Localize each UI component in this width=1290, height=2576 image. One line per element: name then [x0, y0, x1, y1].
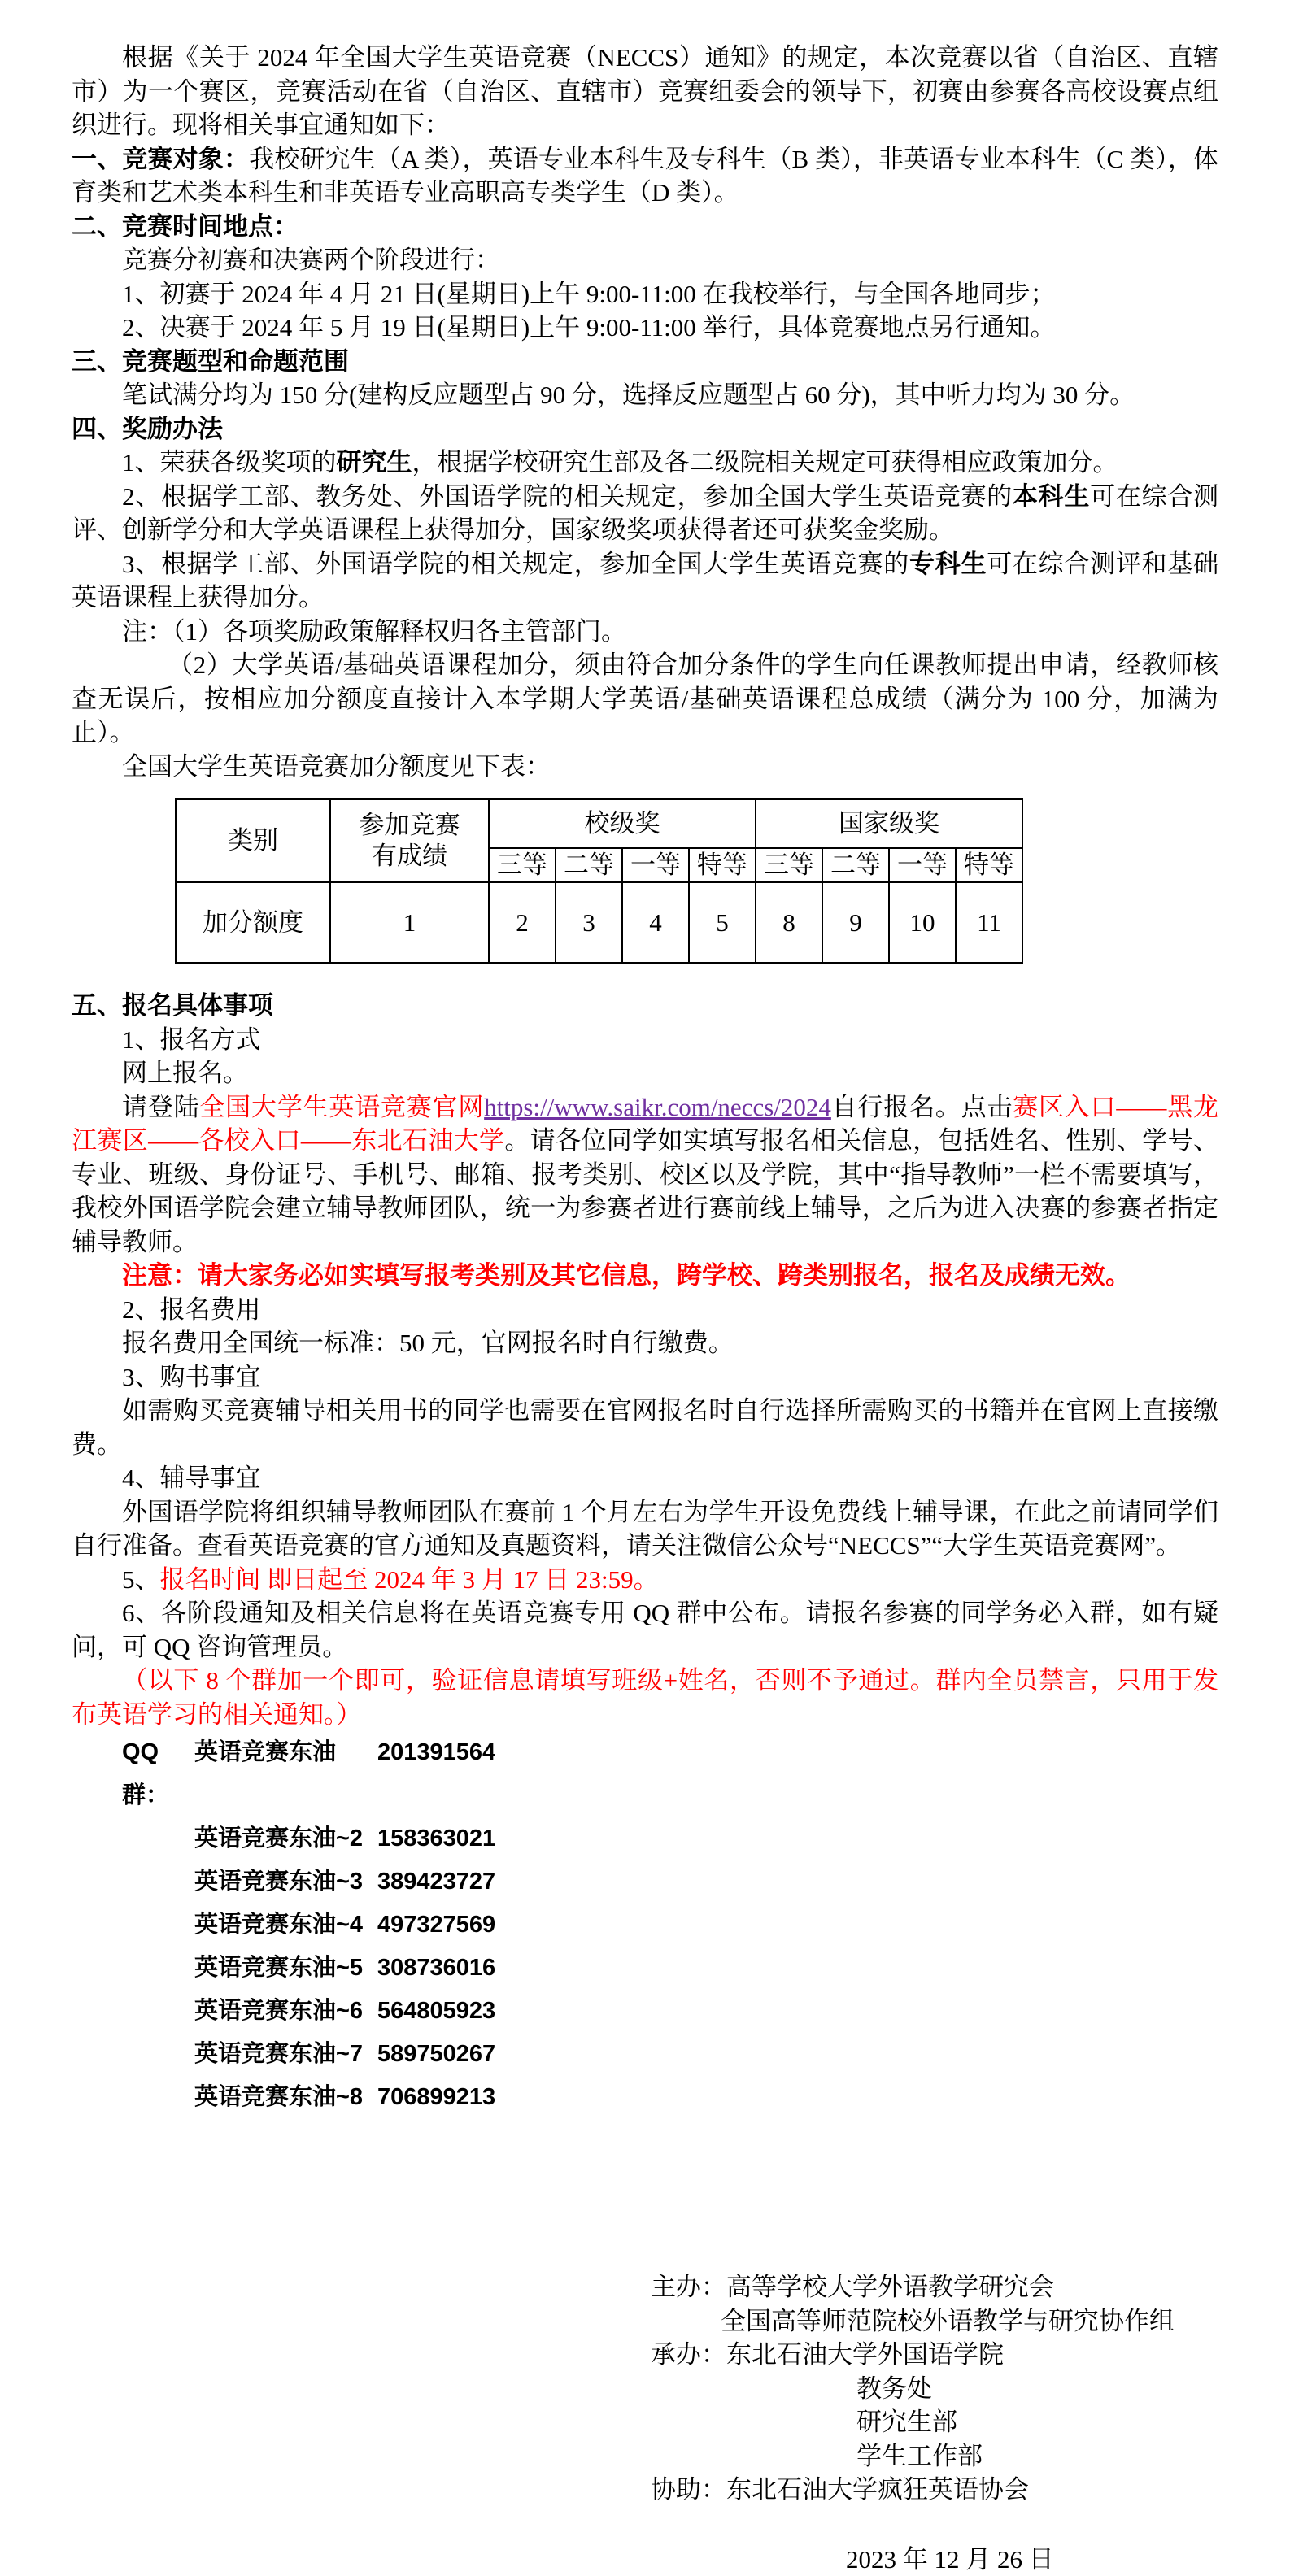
table-subheader: 二等 — [822, 848, 889, 882]
table-value: 9 — [822, 882, 889, 963]
qq-group-number: 564805923 — [377, 1990, 495, 2033]
intro-paragraph — [72, 41, 1218, 142]
section4-item2-bold: 本科生 — [1013, 482, 1090, 511]
table-header-participated — [330, 799, 489, 882]
section5-registration — [72, 1090, 1218, 1260]
qq-group-row — [122, 2076, 1218, 2119]
section5-coach: 外国语学院将组织辅导教师团队在赛前 1 个月左右为学生开设免费线上辅导课，在此之前请同学们自行准备。查看英语竞赛的官方通知及真题资料，请关注微信公众号“NECCS”“大学生英语竞赛网”。 — [72, 1495, 1218, 1563]
dept-line3: 学生工作部 — [651, 2439, 1218, 2474]
qq-group-number: 497327569 — [377, 1904, 495, 1947]
registration-mid: 自行报名。点击 — [831, 1093, 1013, 1121]
section4-item1-bold: 研究生 — [337, 448, 412, 476]
section4-note1: 注：（1）各项奖励政策解释权归各主管部门。 — [72, 615, 1218, 649]
table-value: 2 — [489, 882, 556, 963]
organizer-block — [651, 2270, 1218, 2507]
qq-group-row — [122, 2033, 1218, 2076]
participated-line2: 有成绩 — [372, 842, 447, 870]
qq-group-number: 201391564 — [377, 1731, 495, 1817]
host-line1 — [651, 2270, 1218, 2304]
organizer-line — [651, 2338, 1218, 2372]
qq-label-spacer — [122, 2033, 194, 2076]
section3-body: 笔试满分均为 150 分(建构反应题型占 90 分，选择反应题型占 60 分)，其中听力均为 30 分。 — [72, 378, 1218, 412]
qq-group-name: 英语竞赛东油 — [194, 1731, 377, 1817]
qq-group-row — [122, 1990, 1218, 2033]
section5-book: 如需购买竞赛辅导相关用书的同学也需要在官网报名时自行选择所需购买的书籍并在官网上直接缴费。 — [72, 1394, 1218, 1461]
section4-item3-bold: 专科生 — [909, 550, 987, 578]
section5-fee: 报名费用全国统一标准：50 元，官网报名时自行缴费。 — [72, 1326, 1218, 1360]
qq-group-row — [122, 1731, 1218, 1817]
table-value: 8 — [756, 882, 822, 963]
table-subheader: 特等 — [689, 848, 756, 882]
assist-label: 协助： — [651, 2475, 726, 2504]
table-subheader: 三等 — [756, 848, 822, 882]
table-subheader: 三等 — [489, 848, 556, 882]
section1-body: 我校研究生（A 类），英语专业本科生及专科生（B 类），非英语专业本科生（C 类），体育类和艺术类本科生和非英语专业高职高专类学生（D 类）。 — [72, 145, 1218, 207]
section5-item2-title: 2、报名费用 — [72, 1293, 1218, 1327]
qq-group-row — [122, 1947, 1218, 1990]
qq-group-name: 英语竞赛东油~6 — [194, 1990, 377, 2033]
intro-text: 根据《关于 2024 年全国大学生英语竞赛（NECCS）通知》的规定，本次竞赛以省（自治区、直辖市）为一个赛区，竞赛活动在省（自治区、直辖市）竞赛组委会的领导下，初赛由参赛各高校设赛点组织进行。现将相关事宜通知如下： — [72, 43, 1218, 139]
section4-item2-post: 可在综合测评、创新学分和大学英语课程上获得加分，国家级奖项获得者还可获奖金奖励。 — [72, 482, 1218, 545]
section2-heading: 二、竞赛时间地点： — [72, 210, 1218, 244]
section2-intro: 竞赛分初赛和决赛两个阶段进行： — [72, 243, 1218, 277]
qq-group-name: 英语竞赛东油~3 — [194, 1860, 377, 1904]
qq-group-name: 英语竞赛东油~5 — [194, 1947, 377, 1990]
qq-group-name: 英语竞赛东油~2 — [194, 1817, 377, 1860]
qq-group-name: 英语竞赛东油~4 — [194, 1904, 377, 1947]
section4-item3-post: 可在综合测评和基础英语课程上获得加分。 — [72, 550, 1218, 612]
qq-label-spacer — [122, 2076, 194, 2119]
participated-line1: 参加竞赛 — [360, 811, 460, 839]
qq-group-row — [122, 1860, 1218, 1904]
section4-item1-post: ，根据学校研究生部及各二级院相关规定可获得相应政策加分。 — [412, 448, 1118, 476]
qq-group-number: 158363021 — [377, 1817, 495, 1860]
qq-group-number: 706899213 — [377, 2076, 495, 2119]
section3-heading: 三、竞赛题型和命题范围 — [72, 345, 1218, 379]
qq-group-row — [122, 1904, 1218, 1947]
section5-item3-title: 3、购书事宜 — [72, 1360, 1218, 1395]
section5-item1-title: 1、报名方式 — [72, 1023, 1218, 1057]
table-value: 4 — [622, 882, 689, 963]
table-group-national-award: 国家级奖 — [756, 799, 1022, 848]
assist-line — [651, 2473, 1218, 2507]
qq-label-spacer — [122, 1947, 194, 1990]
qq-group-name: 英语竞赛东油~7 — [194, 2033, 377, 2076]
registration-pre: 请登陆 — [122, 1093, 199, 1121]
table-subheader: 一等 — [622, 848, 689, 882]
section5-item4-title: 4、辅导事宜 — [72, 1461, 1218, 1495]
qq-label-spacer — [122, 1860, 194, 1904]
qq-group-name: 英语竞赛东油~8 — [194, 2076, 377, 2119]
host-label: 主办： — [651, 2273, 726, 2301]
section5-notice: 注意：请大家务必如实填写报考类别及其它信息，跨学校、跨类别报名，报名及成绩无效。 — [72, 1259, 1218, 1293]
qq-label: QQ 群： — [122, 1731, 194, 1817]
section4-item1-pre: 1、荣获各级奖项的 — [122, 448, 337, 476]
section4-item3-pre: 3、根据学工部、外国语学院的相关规定，参加全国大学生英语竞赛的 — [122, 550, 909, 578]
qq-label-spacer — [122, 1990, 194, 2033]
section5-heading: 五、报名具体事项 — [72, 989, 1218, 1023]
table-subheader: 特等 — [956, 848, 1022, 882]
bonus-score-table — [175, 798, 1023, 964]
table-group-school-award: 校级奖 — [489, 799, 756, 848]
registration-entry-path: 赛区入口——黑龙江赛区——各校入口——东北石油大学 — [72, 1093, 1218, 1155]
section4-heading: 四、奖励办法 — [72, 412, 1218, 446]
table-subheader: 一等 — [889, 848, 956, 882]
host-name1: 高等学校大学外语教学研究会 — [726, 2273, 1054, 2301]
dept-line1: 教务处 — [651, 2372, 1218, 2406]
section1-heading: 一、竞赛对象： — [72, 145, 249, 173]
registration-link[interactable]: https://www.saikr.com/neccs/2024 — [484, 1093, 831, 1121]
item5-number: 5、 — [122, 1565, 160, 1594]
host-line2: 全国高等师范院校外语教学与研究协作组 — [651, 2304, 1218, 2339]
section4-item2 — [72, 480, 1218, 547]
section4-note2: （2）大学英语/基础英语课程加分，须由符合加分条件的学生向任课教师提出申请，经教师核查无误后，按相应加分额度直接计入本学期大学英语/基础英语课程总成绩（满分为 100 分，加满为止）。 — [72, 648, 1218, 750]
qq-label-spacer — [122, 1817, 194, 1860]
table-value: 5 — [689, 882, 756, 963]
item5-deadline: 报名时间 即日起至 2024 年 3 月 17 日 23:59。 — [160, 1565, 659, 1594]
organizer-name: 东北石油大学外国语学院 — [726, 2340, 1004, 2369]
organizer-label: 承办： — [651, 2340, 726, 2369]
table-value: 11 — [956, 882, 1022, 963]
qq-label-spacer — [122, 1904, 194, 1947]
section4-item1 — [72, 446, 1218, 480]
table-value: 3 — [556, 882, 622, 963]
table-row-label: 加分额度 — [176, 882, 330, 963]
table-intro: 全国大学生英语竞赛加分额度见下表： — [72, 750, 1218, 784]
registration-site-name: 全国大学生英语竞赛官网 — [199, 1093, 484, 1121]
assist-name: 东北石油大学疯狂英语协会 — [726, 2475, 1029, 2504]
section5-online: 网上报名。 — [72, 1056, 1218, 1090]
table-header-category: 类别 — [176, 799, 330, 882]
section2-item1: 1、初赛于 2024 年 4 月 21 日(星期日)上午 9:00-11:00 在我校举行，与全国各地同步； — [72, 277, 1218, 311]
section2-item2: 2、决赛于 2024 年 5 月 19 日(星期日)上午 9:00-11:00 举行，具体竞赛地点另行通知。 — [72, 311, 1218, 345]
table-value: 10 — [889, 882, 956, 963]
section5-item5 — [72, 1563, 1218, 1597]
table-subheader: 二等 — [556, 848, 622, 882]
document-date: 2023 年 12 月 26 日 — [846, 2543, 1218, 2576]
qq-group-number: 308736016 — [377, 1947, 495, 1990]
section5-item6: 6、各阶段通知及相关信息将在英语竞赛专用 QQ 群中公布。请报名参赛的同学务必入群，如有疑问，可 QQ 咨询管理员。 — [72, 1596, 1218, 1664]
dept-line2: 研究生部 — [651, 2405, 1218, 2439]
registration-post: 。请各位同学如实填写报名相关信息，包括姓名、性别、学号、专业、班级、身份证号、手机号、邮箱、报考类别、校区以及学院，其中“指导教师”一栏不需要填写，我校外国语学院会建立辅导教师团队，统一为参赛者进行赛前线上辅导，之后为进入决赛的参赛者指定辅导教师。 — [72, 1126, 1218, 1256]
qq-group-list — [122, 1731, 1218, 2119]
section4-item2-pre: 2、根据学工部、教务处、外国语学院的相关规定，参加全国大学生英语竞赛的 — [122, 482, 1013, 511]
qq-group-number: 589750267 — [377, 2033, 495, 2076]
section1-paragraph — [72, 142, 1218, 210]
qq-group-row — [122, 1817, 1218, 1860]
qq-group-number: 389423727 — [377, 1860, 495, 1904]
section4-item3 — [72, 547, 1218, 615]
table-value: 1 — [330, 882, 489, 963]
qq-join-note: （以下 8 个群加一个即可，验证信息请填写班级+姓名，否则不予通过。群内全员禁言，只用于发布英语学习的相关通知。） — [72, 1664, 1218, 1731]
